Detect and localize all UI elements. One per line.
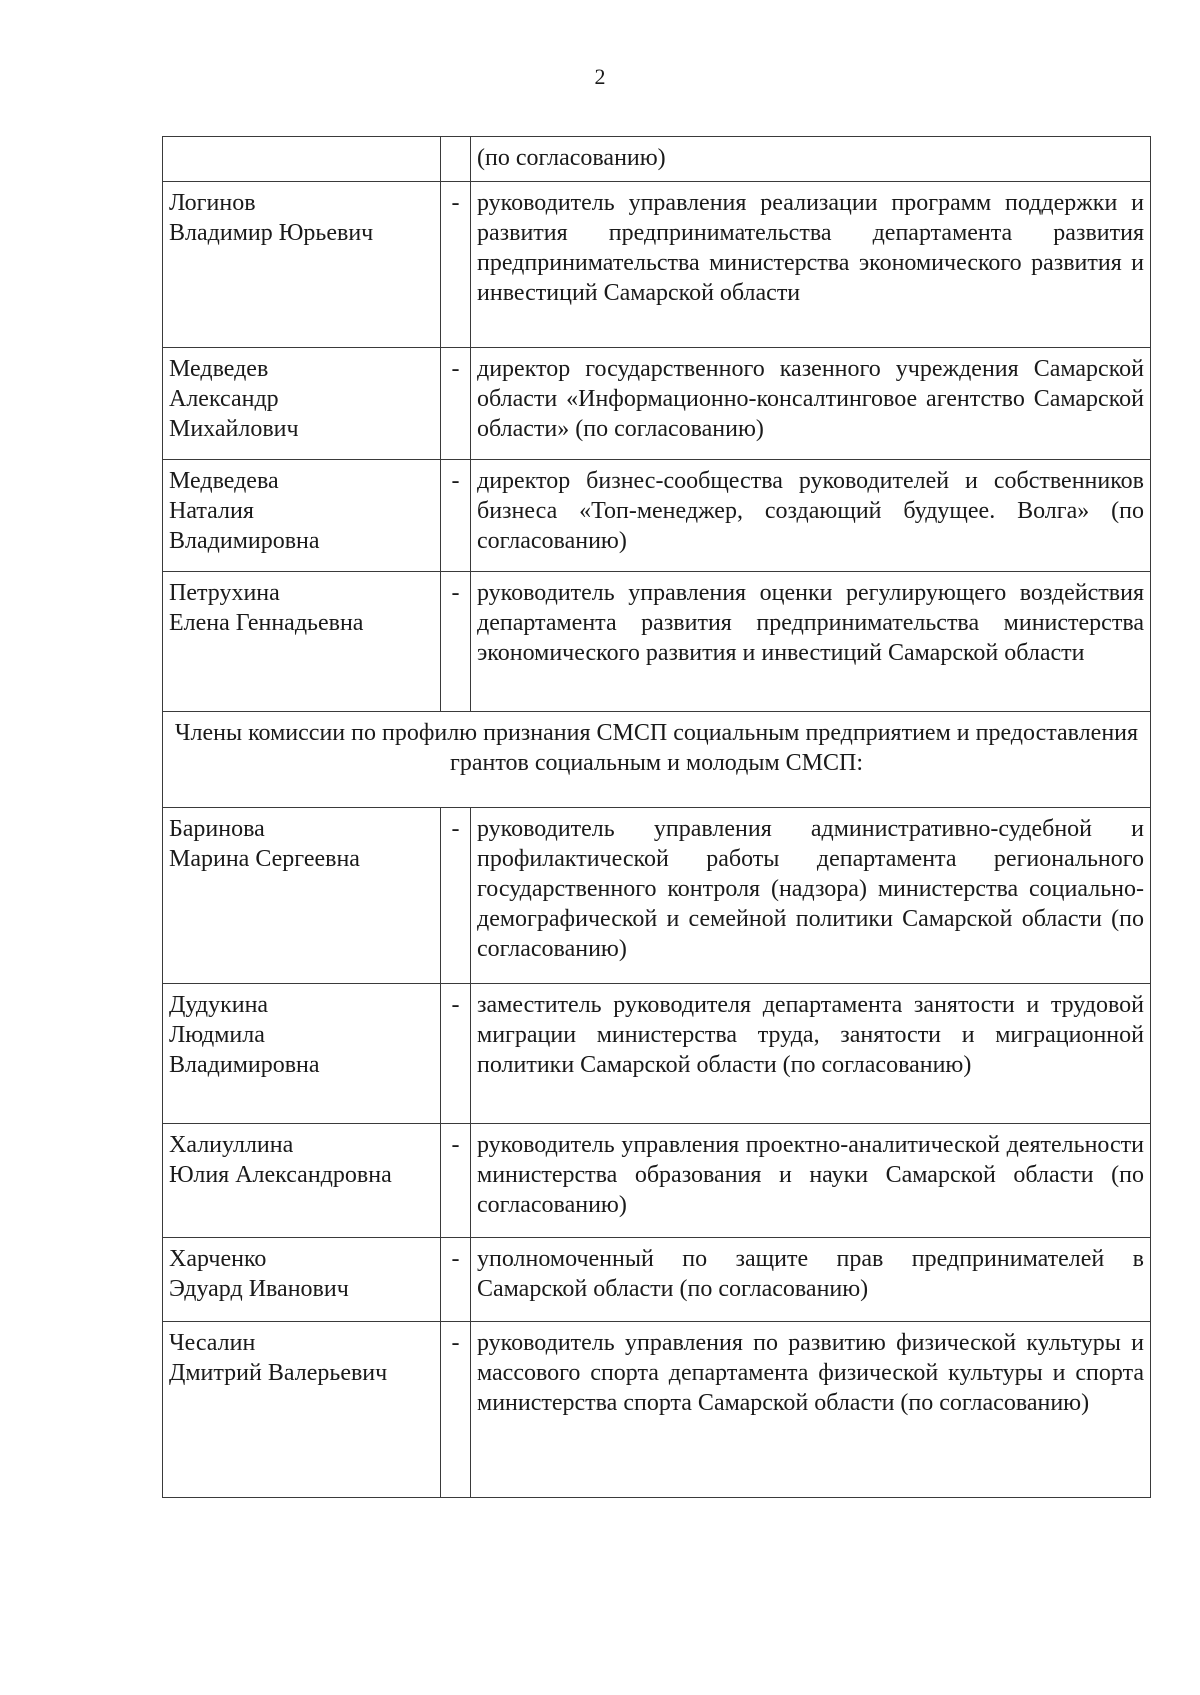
member-name <box>163 137 441 182</box>
member-position: руководитель управления по развитию физической культуры и массового спорта департамента физической культуры и спорта министерства спорта Самарской области (по согласованию) <box>471 1322 1151 1498</box>
surname: Медведев <box>169 356 269 382</box>
member-name <box>163 348 441 460</box>
dash-separator: - <box>441 460 471 572</box>
member-position: директор государственного казенного учреждения Самарской области «Информационно-консалтинговое агентство Самарской области» (по согласованию) <box>471 348 1151 460</box>
dash-separator: - <box>441 808 471 984</box>
section-heading-row <box>163 712 1151 808</box>
dash-separator: - <box>441 572 471 712</box>
member-name <box>163 1124 441 1238</box>
surname: Баринова <box>169 816 265 842</box>
dash-separator <box>441 137 471 182</box>
table-row <box>163 984 1151 1124</box>
section-heading: Члены комиссии по профилю признания СМСП социальным предприятием и предоставления грантов социальным и молодым СМСП: <box>163 712 1151 808</box>
given-names: Елена Геннадьевна <box>169 610 364 636</box>
commission-members-table <box>162 136 1151 1498</box>
patronymic: Владимировна <box>169 1052 320 1078</box>
member-name <box>163 984 441 1124</box>
patronymic: Владимировна <box>169 528 320 554</box>
table-row <box>163 1124 1151 1238</box>
surname: Логинов <box>169 190 256 216</box>
member-name <box>163 808 441 984</box>
first-name: Наталия <box>169 498 254 524</box>
dash-separator: - <box>441 984 471 1124</box>
surname: Дудукина <box>169 992 269 1018</box>
table-row <box>163 1322 1151 1498</box>
member-name <box>163 1322 441 1498</box>
member-name <box>163 1238 441 1322</box>
given-names: Марина Сергеевна <box>169 846 360 872</box>
member-position: руководитель управления реализации программ поддержки и развития предпринимательства департамента развития предпринимательства министерства экономического развития и инвестиций Самарской области <box>471 182 1151 348</box>
member-name <box>163 182 441 348</box>
surname: Петрухина <box>169 580 280 606</box>
page-number: 2 <box>594 64 606 89</box>
member-position: уполномоченный по защите прав предпринимателей в Самарской области (по согласованию) <box>471 1238 1151 1322</box>
first-name: Людмила <box>169 1022 265 1048</box>
member-position: руководитель управления оценки регулирующего воздействия департамента развития предпринимательства министерства экономического развития и инвестиций Самарской области <box>471 572 1151 712</box>
member-position: руководитель управления административно-судебной и профилактической работы департамента регионального государственного контроля (надзора) министерства социально-демографической и семейной политики Самарской области (по согласованию) <box>471 808 1151 984</box>
member-name <box>163 460 441 572</box>
dash-separator: - <box>441 1124 471 1238</box>
member-position: руководитель управления проектно-аналитической деятельности министерства образования и науки Самарской области (по согласованию) <box>471 1124 1151 1238</box>
given-names: Эдуард Иванович <box>169 1276 349 1302</box>
table-row <box>163 348 1151 460</box>
dash-separator: - <box>441 1322 471 1498</box>
table-row <box>163 572 1151 712</box>
table-row <box>163 460 1151 572</box>
member-position: заместитель руководителя департамента занятости и трудовой миграции министерства труда, занятости и миграционной политики Самарской области (по согласованию) <box>471 984 1151 1124</box>
member-position: директор бизнес-сообщества руководителей и собственников бизнеса «Топ-менеджер, создающий будущее. Волга» (по согласованию) <box>471 460 1151 572</box>
table-row <box>163 137 1151 182</box>
table-row <box>163 808 1151 984</box>
dash-separator: - <box>441 348 471 460</box>
given-names: Владимир Юрьевич <box>169 220 374 246</box>
first-name: Александр <box>169 386 279 412</box>
surname: Харченко <box>169 1246 267 1272</box>
table-row <box>163 182 1151 348</box>
given-names: Дмитрий Валерьевич <box>169 1360 388 1386</box>
member-name <box>163 572 441 712</box>
patronymic: Михайлович <box>169 416 299 442</box>
surname: Медведева <box>169 468 279 494</box>
given-names: Юлия Александровна <box>169 1162 392 1188</box>
surname: Халиуллина <box>169 1132 294 1158</box>
surname: Чесалин <box>169 1330 256 1356</box>
member-position: (по согласованию) <box>471 137 1151 182</box>
table-row <box>163 1238 1151 1322</box>
dash-separator: - <box>441 1238 471 1322</box>
dash-separator: - <box>441 182 471 348</box>
